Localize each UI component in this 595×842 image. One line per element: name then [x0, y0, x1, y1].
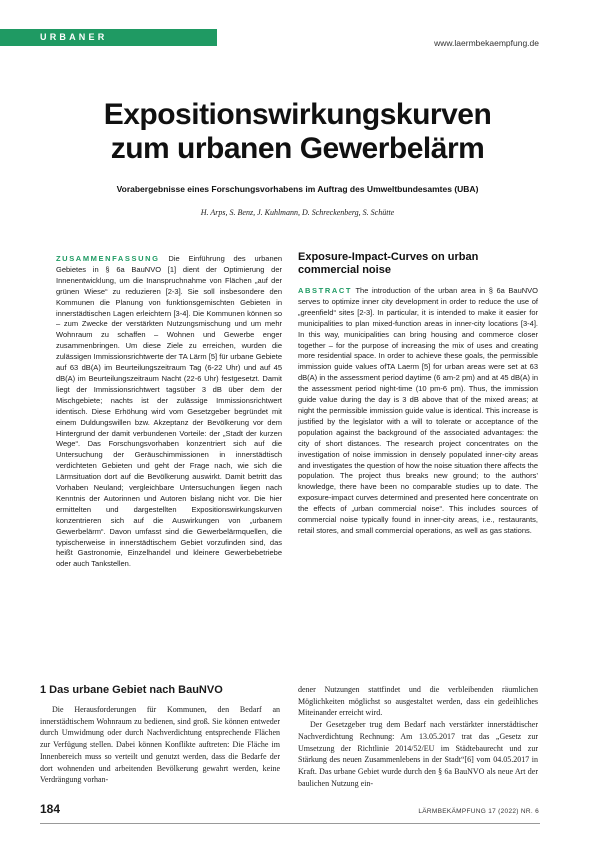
title-line-1: Expositionswirkungskurven: [103, 98, 492, 131]
journal-footer: LÄRMBEKÄMPFUNG 17 (2022) NR. 6: [418, 808, 539, 815]
footer-rule: [40, 823, 540, 824]
abstract-german-keyword: ZUSAMMENFASSUNG: [56, 254, 160, 263]
abstract-german: [56, 254, 282, 570]
body-paragraph-1: Die Herausforderungen für Kommunen, den Bedarf an innerstädtischem Wohnraum zu bedienen, sind groß. Sie können entweder durch Umwidmung oder durch Nachverdichtung entsprechende Flächen zur Verfügung stellen. Dabei können Konflikte auftreten: Die Fläche im Innenbereich muss so verteilt und genutzt werden, dass die Bedarfe der dort wohnenden und arbeitenden Bevölkerung gewahrt werden, keine Verdrängung vorhan-: [40, 705, 280, 785]
section-label: URBANER GEWERBELÄRM: [0, 29, 217, 46]
body-paragraph-3: Der Gesetzgeber trug dem Bedarf nach verstärkter innerstädtischer Nachverdichtung Rechnung: Am 13.05.2017 trat das „Gesetz zur Umsetzung der Richtlinie 2014/52/EU im Städtebaurecht und zur Stärkung des neuen Zusammenlebens in der Stadt“[6] vom 04.05.2017 in Kraft. Das urbane Gebiet wurde durch den § 6a BauNVO als neue Art der baulichen Nutzung ein-: [298, 720, 538, 788]
website-link[interactable]: www.laermbekaempfung.de: [434, 38, 539, 48]
section-heading: 1 Das urbane Gebiet nach BauNVO: [40, 684, 223, 696]
abstract-english: [298, 286, 538, 537]
page-number: 184: [40, 802, 61, 816]
abstract-english-title: Exposure-Impact-Curves on urban commercial noise: [298, 251, 479, 276]
abstract-english-keyword: ABSTRACT: [298, 286, 353, 295]
article-title: [0, 98, 595, 166]
title-line-2: zum urbanen Gewerbelärm: [110, 132, 485, 165]
author-list: H. Arps, S. Benz, J. Kuhlmann, D. Schreckenberg, S. Schütte: [200, 208, 395, 217]
article-subtitle: Vorabergebnisse eines Forschungsvorhabens im Auftrag des Umweltbundesamtes (UBA): [116, 184, 479, 194]
abstract-english-text: The introduction of the urban area in § 6a BauNVO serves to optimize inner city development in order to reduce the use of „greenfield“ sites [2-3]. In particular, it is intended to make it easier for municipalities to plan mixed-function areas in inner-city locations [3-4]. In this way, municipalities can bring housing and commerce closer together – for the purpose of increasing the mix of uses and creating more residential space. In order to achieve these goals, the permissible immission guide values ofTA Laerm [5] for urban areas were set at 63 dB(A) in the assessment period daytime (6 am-2 pm) and at 45 dB(A) in the assessment period night-time (10 pm-6 pm). Thus, the immission guide value during the day is 3 dB above that of the mixed areas; at night the permissible immission guide value is identical. This increase is justified by the legislator with a will to tolerate or acceptance of the population against the background of the associated advantages: the city of short distances. The research project concentrates on the investigation of noise immission in densely populated inner-city areas and investigates the question of how the noise situation there affects the population. The project thus breaks new ground; to the authors’ knowledge, there have been no comparable studies up to date. The exposure-impact curves determined and presented here concentrate on the effects of „urban commercial noise“. This includes sources of commercial noise typically found in inner-city areas, i.e., restaurants, retail stores, and small commercial operations, as well as gas stations.: [298, 286, 538, 535]
body-paragraph-2: dener Nutzungen stattfindet und die verbleibenden räumlichen Möglichkeiten möglichst so ausgestaltet werden, dass ein gedeihliches Miteinander erreicht wird.: [298, 685, 538, 718]
body-column-right: [298, 684, 538, 789]
abstract-german-text: Die Einführung des urbanen Gebietes in § 6a BauNVO [1] dient der Optimierung der Innenentwicklung, um die Inanspruchnahme von Flächen „auf der grünen Wiese“ zu reduzieren [2-3]. Sie soll insbesondere den Kommunen die Planung von funktionsgemischten Gebieten in innerstädtischen Lagen erleichtern [3-4]. Die Kommunen können so – zum Zwecke der verstärkten Nutzungsmischung und um mehr Wohnraum zu schaffen – Wohnen und Gewerbe enger zusammenbringen. Um diese Ziele zu erreichen, wurden die zulässigen Immissionsrichtwerte der TA Lärm [5] für urbane Gebiete auf 63 dB(A) im Beurteilungszeitraum Tag (6-22 Uhr) und auf 45 dB(A) im Beurteilungszeitraum Nacht (22-6 Uhr) festgesetzt. Damit liegt der Immissionsrichtwert tagsüber 3 dB über dem der Mischgebiete; nachts ist der zulässige Immissionsrichtwert identisch. Diese Erhöhung wird vom Gesetzgeber begründet mit einem Duldungswillen bzw. Akzeptanz der Bevölkerung vor dem Hintergrund der damit verbundenen Vorteile: der „Stadt der kurzen Wege“. Das Forschungsvorhaben konzentriert sich auf die Untersuchung der Geräuschimmissionen in innerstädtisch verdichteten Gebieten und geht der Frage nach, wie sich die Lärmsituation dort auf die Bevölkerung auswirkt. Damit betritt das Vorhaben Neuland; vergleichbare Untersuchungen liegen nach Kenntnis der Autorinnen und Autoren bislang nicht vor. Die hier ermittelten und dargestellten Expositionswirkungskurven konzentrieren sich auf die Auswirkungen von „urbanem Gewerbelärm“. Davon umfasst sind die Gewerbelärmquellen, die typischerweise in innerstädtischem Gebiet vorzufinden sind, das heißt Gastronomie, Einzelhandel und kleinere Gewerbebetriebe oder auch Tankstellen.: [56, 254, 282, 569]
